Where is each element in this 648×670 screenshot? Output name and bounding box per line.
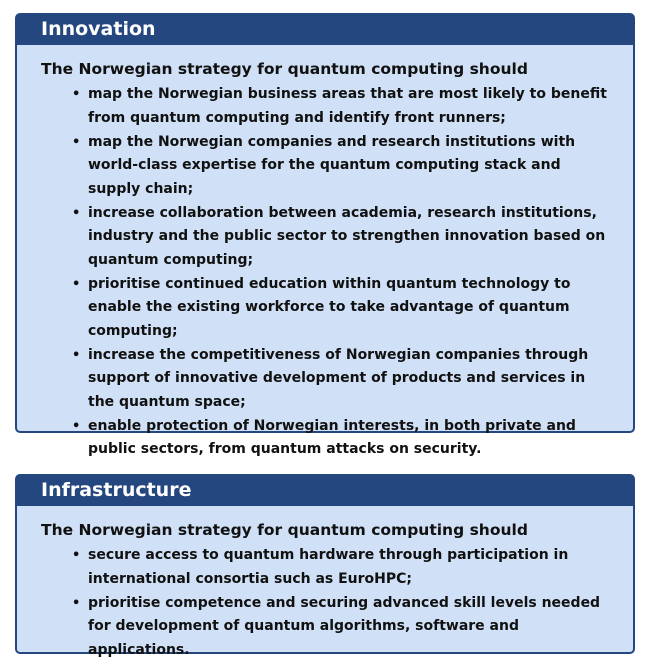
bullet-icon: • <box>72 347 81 363</box>
innovation-title: Innovation <box>17 15 633 45</box>
list-item: • prioritise competence and securing advanced skill levels needed for development of quantum algorithms, software and applications. <box>88 592 614 663</box>
list-item: • map the Norwegian business areas that are most likely to benefit from quantum computing and identify front runners; <box>88 83 614 130</box>
bullet-icon: • <box>72 548 81 563</box>
innovation-list <box>17 83 633 462</box>
infrastructure-list <box>17 544 633 662</box>
list-item: • increase the competitiveness of Norwegian companies through support of innovative development of products and services in the quantum space; <box>88 344 614 415</box>
infrastructure-intro: The Norwegian strategy for quantum computing should <box>41 521 528 539</box>
list-item: • map the Norwegian companies and research institutions with world-class expertise for the quantum computing stack and supply chain; <box>88 131 614 202</box>
bullet-icon: • <box>72 418 81 434</box>
list-item: • prioritise continued education within quantum technology to enable the existing workforce to take advantage of quantum computing; <box>88 273 614 344</box>
infrastructure-box <box>15 474 635 658</box>
innovation-intro: The Norwegian strategy for quantum computing should <box>41 60 528 78</box>
bullet-icon: • <box>72 134 81 150</box>
bullet-icon: • <box>72 205 81 221</box>
list-item: • enable protection of Norwegian interests, in both private and public sectors, from quantum attacks on security. <box>88 415 614 462</box>
innovation-box <box>15 13 635 457</box>
infrastructure-title: Infrastructure <box>17 476 633 506</box>
bullet-icon: • <box>72 595 81 611</box>
bullet-icon: • <box>72 276 81 292</box>
list-item: • increase collaboration between academia, research institutions, industry and the public sector to strengthen innovation based on quantum computing; <box>88 202 614 273</box>
list-item: • secure access to quantum hardware through participation in international consortia such as EuroHPC; <box>88 544 614 591</box>
bullet-icon: • <box>72 87 81 102</box>
